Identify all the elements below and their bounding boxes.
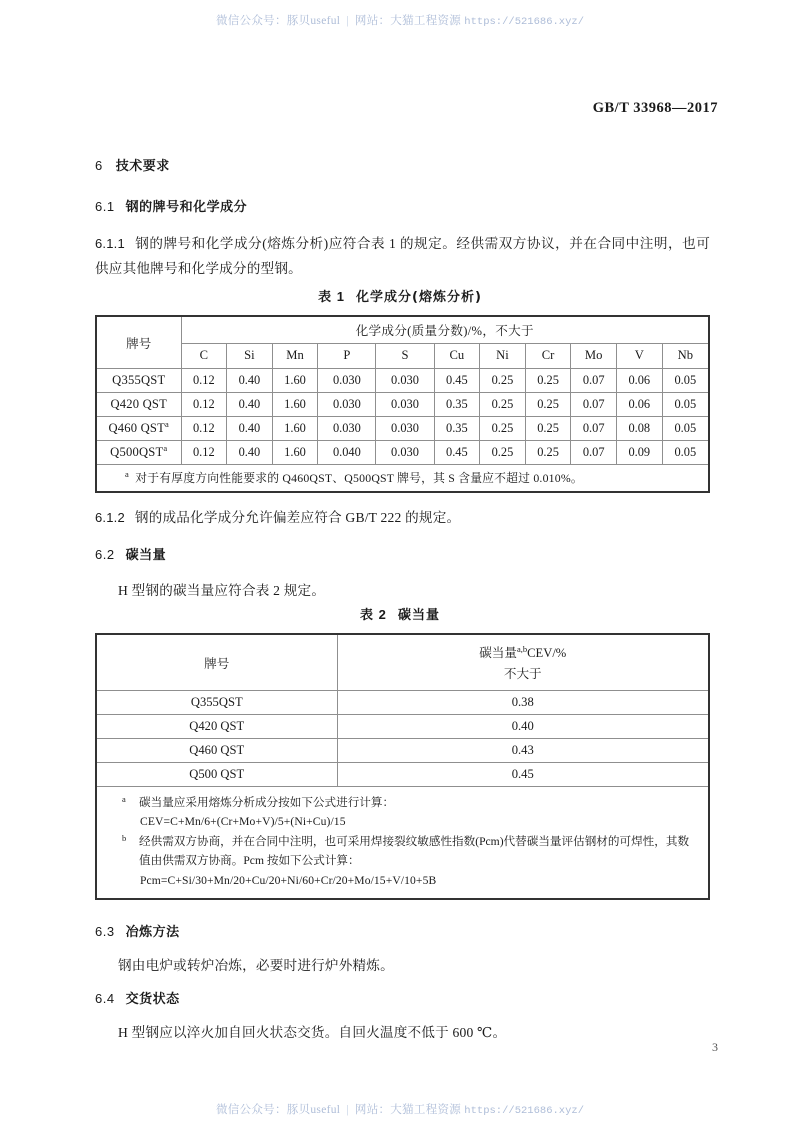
table-2-row-3-brand: Q500 QST bbox=[96, 762, 337, 786]
cell: 0.12 bbox=[181, 368, 227, 392]
heading-6 bbox=[95, 155, 170, 174]
cell: 0.05 bbox=[662, 440, 709, 464]
table-footnote-row bbox=[96, 464, 709, 492]
paragraph-6-1-2 bbox=[95, 505, 710, 530]
cev-header-sub: 不大于 bbox=[503, 667, 542, 682]
cell: 0.40 bbox=[227, 440, 273, 464]
table-row-header-elements bbox=[96, 343, 709, 368]
cell: 0.12 bbox=[181, 392, 227, 416]
table-1-element-nb: Nb bbox=[662, 343, 709, 368]
table-row bbox=[96, 440, 709, 464]
table-1-element-cr: Cr bbox=[525, 343, 571, 368]
watermark-separator: | bbox=[346, 1104, 349, 1116]
table-2-row-2-brand: Q460 QST bbox=[96, 738, 337, 762]
brand-text: Q420 QST bbox=[110, 397, 168, 412]
table-row bbox=[96, 762, 709, 786]
cell: 0.25 bbox=[480, 368, 526, 392]
table-2-caption-title: 碳当量 bbox=[397, 608, 440, 623]
cell: 0.25 bbox=[480, 392, 526, 416]
cell: 0.45 bbox=[434, 440, 480, 464]
table-1-element-cu: Cu bbox=[434, 343, 480, 368]
table-1-footnote bbox=[96, 464, 709, 492]
cev-header-sup: a,b bbox=[516, 644, 528, 655]
cell: 0.40 bbox=[227, 416, 273, 440]
table-1-row-3-brand bbox=[96, 440, 181, 464]
heading-6-4 bbox=[95, 988, 180, 1007]
brand-text: Q460 QST bbox=[108, 421, 166, 436]
cell: 0.25 bbox=[525, 392, 571, 416]
cell: 0.040 bbox=[318, 440, 376, 464]
table-2-brand-header: 牌号 bbox=[96, 634, 337, 690]
heading-6-1-number: 6.1 bbox=[95, 199, 115, 214]
heading-6-2 bbox=[95, 544, 166, 563]
cell: 0.25 bbox=[480, 416, 526, 440]
table-1-element-mn: Mn bbox=[272, 343, 318, 368]
table-1-brand-header: 牌号 bbox=[96, 316, 181, 368]
paragraph-6-1-2-text: 钢的成品化学成分允许偏差应符合 GB/T 222 的规定。 bbox=[134, 510, 461, 525]
watermark-site-label: 网站： bbox=[354, 1104, 391, 1116]
table-2-row-1-value: 0.40 bbox=[337, 714, 709, 738]
table-row bbox=[96, 738, 709, 762]
table-1-caption-title: 化学成分(熔炼分析) bbox=[356, 290, 482, 305]
table-1-footnote-mark: a bbox=[125, 468, 129, 479]
cev-header-unit: CEV/% bbox=[527, 646, 567, 661]
paragraph-6-3: 钢由电炉或转炉冶炼，必要时进行炉外精炼。 bbox=[118, 958, 394, 973]
cell: 0.030 bbox=[318, 392, 376, 416]
table-2-caption-label: 表 2 bbox=[360, 607, 387, 622]
table-row bbox=[96, 690, 709, 714]
cell: 0.07 bbox=[571, 416, 617, 440]
watermark-prefix: 微信公众号： bbox=[215, 15, 287, 27]
cell: 0.030 bbox=[376, 440, 434, 464]
cell: 1.60 bbox=[272, 392, 318, 416]
table-1-row-1-brand bbox=[96, 392, 181, 416]
table-1-caption bbox=[0, 286, 800, 305]
table-row-header-top bbox=[96, 316, 709, 343]
cell: 0.030 bbox=[376, 416, 434, 440]
table-2-footnote-b-mark: b bbox=[122, 832, 127, 843]
cell: 0.07 bbox=[571, 440, 617, 464]
table-1-element-si: Si bbox=[227, 343, 273, 368]
table-1-element-p: P bbox=[318, 343, 376, 368]
brand-sup: a bbox=[163, 443, 168, 454]
cell: 0.05 bbox=[662, 368, 709, 392]
heading-6-3-title: 冶炼方法 bbox=[125, 925, 180, 940]
table-2-footnote-a-mark: a bbox=[122, 793, 126, 804]
watermark-top bbox=[0, 12, 800, 28]
cell: 0.40 bbox=[227, 392, 273, 416]
table-2-footnote-a bbox=[119, 793, 698, 832]
table-1-element-mo: Mo bbox=[571, 343, 617, 368]
brand-sup: a bbox=[165, 419, 169, 430]
cell: 0.40 bbox=[227, 368, 273, 392]
table-1-footnote-text: 对于有厚度方向性能要求的 Q460QST、Q500QST 牌号，其 S 含量应不超过 0.010%。 bbox=[135, 470, 583, 485]
table-1-element-ni: Ni bbox=[480, 343, 526, 368]
brand-text: Q355QST bbox=[112, 373, 166, 388]
cell: 0.06 bbox=[616, 368, 662, 392]
table-row bbox=[96, 714, 709, 738]
table-2-row-1-brand: Q420 QST bbox=[96, 714, 337, 738]
cell: 0.25 bbox=[525, 368, 571, 392]
table-row bbox=[96, 368, 709, 392]
heading-6-4-title: 交货状态 bbox=[125, 992, 180, 1007]
cell: 0.05 bbox=[662, 416, 709, 440]
cev-header-main: 碳当量 bbox=[479, 646, 517, 661]
cell: 1.60 bbox=[272, 440, 318, 464]
table-2-caption bbox=[0, 604, 800, 623]
cell: 0.05 bbox=[662, 392, 709, 416]
table-1-group-header: 化学成分(质量分数)/%，不大于 bbox=[181, 316, 709, 343]
watermark-site-name: 大猫工程资源 bbox=[390, 15, 462, 27]
watermark-site-name: 大猫工程资源 bbox=[390, 1104, 462, 1116]
cell: 0.07 bbox=[571, 392, 617, 416]
table-1-row-0-brand bbox=[96, 368, 181, 392]
paragraph-6-1-1-text: 钢的牌号和化学成分(熔炼分析)应符合表 1 的规定。经供需双方协议，并在合同中注明，也可供应其他牌号和化学成分的型钢。 bbox=[95, 236, 710, 276]
cell: 0.07 bbox=[571, 368, 617, 392]
heading-6-1-title: 钢的牌号和化学成分 bbox=[125, 200, 248, 215]
table-2-row-3-value: 0.45 bbox=[337, 762, 709, 786]
cell: 1.60 bbox=[272, 368, 318, 392]
heading-6-number: 6 bbox=[95, 158, 103, 173]
table-2-footnote-a-formula: CEV=C+Mn/6+(Cr+Mo+V)/5+(Ni+Cu)/15 bbox=[140, 815, 346, 828]
table-2-footnotes bbox=[96, 786, 709, 899]
table-2-row-2-value: 0.43 bbox=[337, 738, 709, 762]
paragraph-6-4: H 型钢应以淬火加自回火状态交货。自回火温度不低于 600 ℃。 bbox=[118, 1025, 507, 1040]
cell: 0.030 bbox=[318, 368, 376, 392]
paragraph-6-1-1 bbox=[95, 231, 710, 281]
cell: 0.25 bbox=[525, 416, 571, 440]
table-2-footnote-b-text: 经供需双方协商，并在合同中注明，也可采用焊接裂纹敏感性指数(Pcm)代替碳当量评估钢材的可焊性，其数值由供需双方协商。Pcm 按如下公式计算： bbox=[139, 834, 690, 867]
heading-6-2-title: 碳当量 bbox=[125, 548, 167, 563]
page-number: 3 bbox=[712, 1040, 718, 1054]
paragraph-6-1-2-lead: 6.1.2 bbox=[95, 510, 125, 525]
cell: 0.12 bbox=[181, 440, 227, 464]
table-footnote-row bbox=[96, 786, 709, 899]
cell: 0.08 bbox=[616, 416, 662, 440]
table-2-cev-header bbox=[337, 634, 709, 690]
watermark-bottom bbox=[0, 1101, 800, 1117]
standard-number: GB/T 33968—2017 bbox=[592, 100, 718, 116]
watermark-url: https://521686.xyz/ bbox=[464, 16, 585, 28]
cell: 0.030 bbox=[318, 416, 376, 440]
table-carbon-equivalent bbox=[95, 633, 710, 900]
watermark-account: 豚贝useful bbox=[286, 15, 341, 27]
table-row bbox=[96, 392, 709, 416]
table-row-header bbox=[96, 634, 709, 690]
heading-6-3-number: 6.3 bbox=[95, 924, 115, 939]
watermark-url: https://521686.xyz/ bbox=[464, 1105, 585, 1117]
table-2-footnote-b bbox=[119, 832, 698, 891]
table-1-element-v: V bbox=[616, 343, 662, 368]
heading-6-title: 技术要求 bbox=[115, 159, 170, 174]
cell: 0.25 bbox=[480, 440, 526, 464]
cell: 0.030 bbox=[376, 392, 434, 416]
watermark-separator: | bbox=[346, 15, 349, 27]
table-2-row-0-value: 0.38 bbox=[337, 690, 709, 714]
watermark-site-label: 网站： bbox=[354, 15, 391, 27]
cell: 0.12 bbox=[181, 416, 227, 440]
table-1-element-c: C bbox=[181, 343, 227, 368]
table-2-row-0-brand: Q355QST bbox=[96, 690, 337, 714]
table-1-row-2-brand bbox=[96, 416, 181, 440]
heading-6-2-number: 6.2 bbox=[95, 547, 115, 562]
cell: 0.25 bbox=[525, 440, 571, 464]
cell: 0.06 bbox=[616, 392, 662, 416]
table-chemical-composition bbox=[95, 315, 710, 493]
heading-6-4-number: 6.4 bbox=[95, 991, 115, 1006]
cell: 0.35 bbox=[434, 392, 480, 416]
table-2-footnote-a-text: 碳当量应采用熔炼分析成分按如下公式进行计算： bbox=[139, 795, 395, 809]
paragraph-6-1-1-lead: 6.1.1 bbox=[95, 236, 125, 251]
heading-6-3 bbox=[95, 921, 180, 940]
cell: 0.030 bbox=[376, 368, 434, 392]
watermark-account: 豚贝useful bbox=[286, 1104, 341, 1116]
table-row bbox=[96, 416, 709, 440]
brand-text: Q500QST bbox=[110, 445, 164, 460]
heading-6-1 bbox=[95, 196, 247, 215]
cell: 0.45 bbox=[434, 368, 480, 392]
cell: 1.60 bbox=[272, 416, 318, 440]
table-1-element-s: S bbox=[376, 343, 434, 368]
cell: 0.09 bbox=[616, 440, 662, 464]
cell: 0.35 bbox=[434, 416, 480, 440]
paragraph-6-2: H 型钢的碳当量应符合表 2 规定。 bbox=[118, 583, 326, 598]
watermark-prefix: 微信公众号： bbox=[215, 1104, 287, 1116]
table-2-footnote-b-formula: Pcm=C+Si/30+Mn/20+Cu/20+Ni/60+Cr/20+Mo/15+V/10+5B bbox=[140, 873, 437, 887]
table-1-caption-label: 表 1 bbox=[318, 289, 345, 304]
